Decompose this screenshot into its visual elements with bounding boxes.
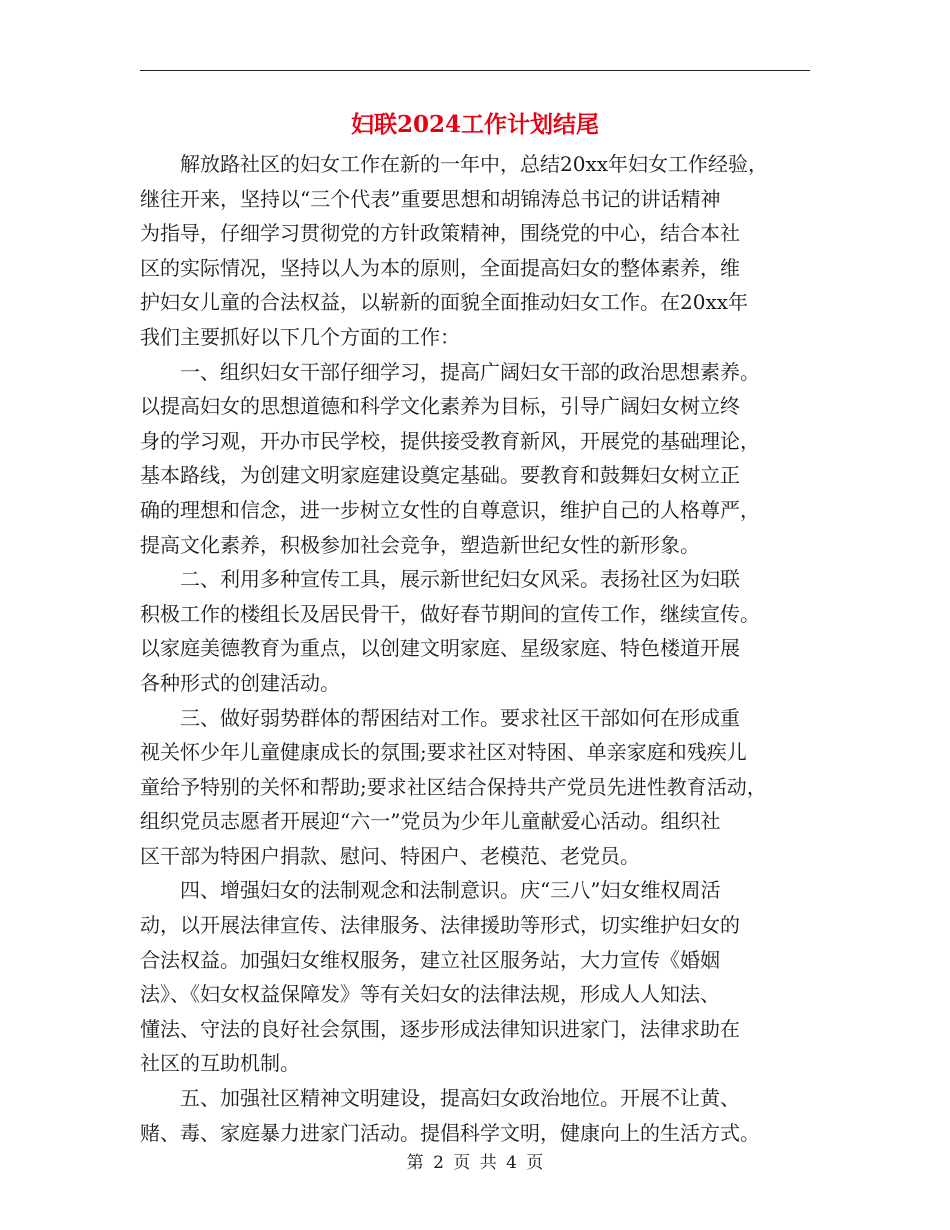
body-line: 以提高妇女的思想道德和科学文化素养为目标，引导广阔妇女树立终 — [140, 394, 740, 419]
body-line: 区的实际情况，坚持以人为本的原则，全面提高妇女的整体素养，维 — [140, 255, 740, 280]
body-line: 五、加强社区精神文明建设，提高妇女政治地位。开展不让黄、 — [140, 1086, 740, 1111]
body-line: 我们主要抓好以下几个方面的工作： — [140, 324, 460, 349]
body-line: 身的学习观，开办市民学校，提供接受教育新风，开展党的基础理论， — [140, 428, 760, 453]
body-line: 各种形式的创建活动。 — [140, 670, 340, 695]
body-line: 为指导，仔细学习贯彻党的方针政策精神，围绕党的中心，结合本社 — [140, 221, 740, 246]
body-line: 四、增强妇女的法制观念和法制意识。庆“三八”妇女维权周活 — [140, 878, 721, 903]
body-line: 护妇女儿童的合法权益，以崭新的面貌全面推动妇女工作。在20xx年 — [140, 290, 749, 315]
body-line: 基本路线，为创建文明家庭建设奠定基础。要教育和鼓舞妇女树立正 — [140, 463, 740, 488]
body-line: 社区的互助机制。 — [140, 1051, 300, 1076]
page-footer: 第 2 页 共 4 页 — [406, 1153, 544, 1173]
document-title: 妇联2024工作计划结尾 — [350, 111, 599, 138]
document-body — [140, 147, 810, 1150]
body-line: 合法权益。加强妇女维权服务，建立社区服务站，大力宣传《婚姻 — [140, 947, 720, 972]
body-line: 赌、毒、家庭暴力进家门活动。提倡科学文明，健康向上的生活方式。 — [140, 1120, 760, 1145]
body-line: 以家庭美德教育为重点，以创建文明家庭、星级家庭、特色楼道开展 — [140, 636, 740, 661]
body-line: 组织党员志愿者开展迎“六一”党员为少年儿童献爱心活动。组织社 — [140, 809, 721, 834]
body-line: 三、做好弱势群体的帮困结对工作。要求社区干部如何在形成重 — [140, 705, 740, 730]
body-line: 确的理想和信念，进一步树立女性的自尊意识，维护自己的人格尊严， — [140, 497, 760, 522]
body-line: 积极工作的楼组长及居民骨干，做好春节期间的宣传工作，继续宣传。 — [140, 601, 760, 626]
body-line: 童给予特别的关怀和帮助;要求社区结合保持共产党员先进性教育活动， — [140, 774, 767, 799]
body-line: 二、利用多种宣传工具，展示新世纪妇女风采。表扬社区为妇联 — [140, 567, 740, 592]
body-line: 区干部为特困户捐款、慰问、特困户、老模范、老党员。 — [140, 843, 640, 868]
body-line: 提高文化素养，积极参加社会竞争，塑造新世纪女性的新形象。 — [140, 532, 700, 557]
body-line: 法》、《妇女权益保障发》等有关妇女的法律法规，形成人人知法、 — [140, 982, 720, 1007]
body-line: 一、组织妇女干部仔细学习，提高广阔妇女干部的政治思想素养。 — [140, 359, 760, 384]
body-line: 懂法、守法的良好社会氛围，逐步形成法律知识进家门，法律求助在 — [140, 1016, 740, 1041]
body-line: 视关怀少年儿童健康成长的氛围;要求社区对特困、单亲家庭和残疾儿 — [140, 740, 747, 765]
body-line: 动，以开展法律宣传、法律服务、法律援助等形式，切实维护妇女的 — [140, 913, 740, 938]
body-line: 解放路社区的妇女工作在新的一年中，总结20xx年妇女工作经验， — [140, 152, 769, 176]
body-line: 继往开来，坚持以“三个代表”重要思想和胡锦涛总书记的讲话精神 — [140, 186, 721, 211]
header-rule — [140, 70, 810, 71]
